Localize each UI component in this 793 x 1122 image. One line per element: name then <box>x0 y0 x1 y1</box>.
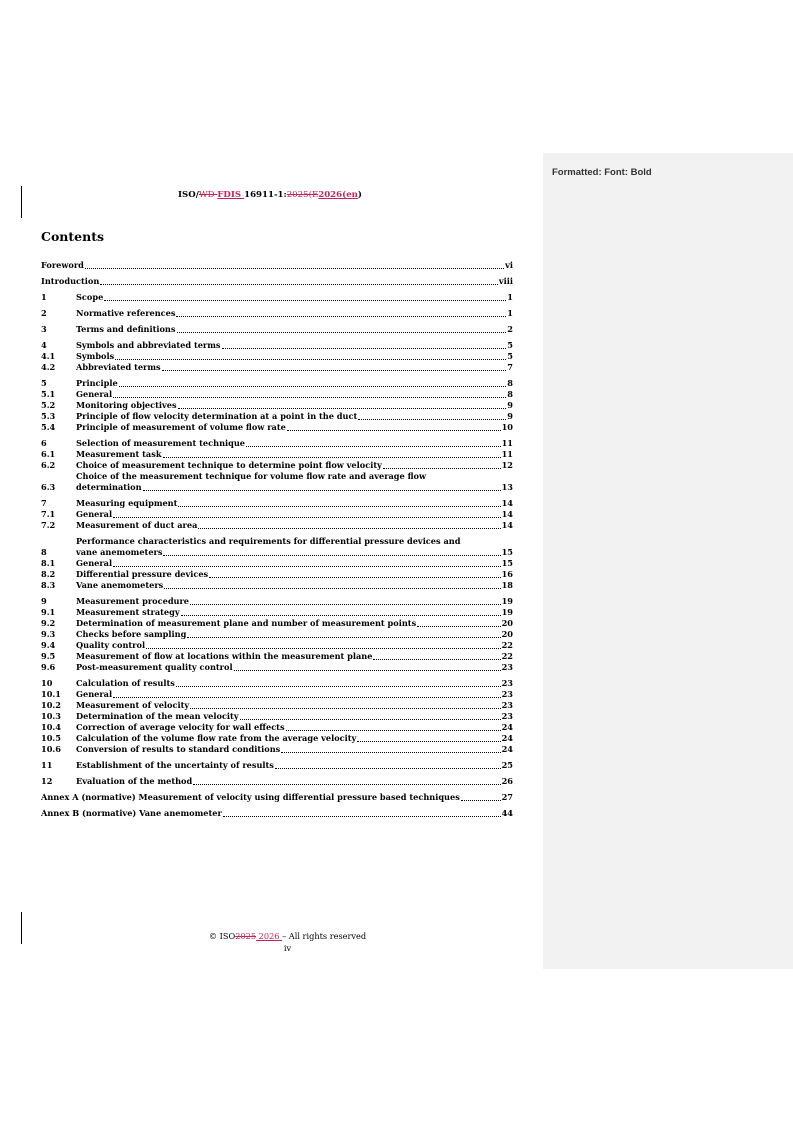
toc-entry-page: 1 <box>507 292 513 302</box>
toc-entry[interactable] <box>41 411 513 422</box>
toc-entry-page: 13 <box>501 482 513 492</box>
dot-leader <box>163 555 500 556</box>
toc-entry-page: 8 <box>507 389 513 399</box>
toc-entry-page: 23 <box>501 689 513 699</box>
toc-entry[interactable] <box>41 700 513 711</box>
header-deleted-stage: WD <box>198 190 218 200</box>
toc-entry-title-continued: vane anemometers <box>76 547 163 557</box>
toc-entry-title: Annex B (normative) Vane anemometer <box>41 808 222 818</box>
toc-entry-title: Foreword <box>41 260 84 270</box>
toc-entry-page: 15 <box>501 558 513 568</box>
toc-entry-page: 23 <box>501 678 513 688</box>
dot-leader <box>373 659 500 660</box>
toc-entry[interactable] <box>41 558 513 569</box>
toc-entry-number: 8.3 <box>41 580 56 590</box>
toc-entry-page: 5 <box>507 351 513 361</box>
toc-entry-page: 5 <box>507 340 513 350</box>
toc-entry-page: 14 <box>501 509 513 519</box>
toc-entry-title: Principle of flow velocity determination at a point in the duct <box>76 411 358 421</box>
toc-entry-title: Conversion of results to standard conditions <box>76 744 281 754</box>
toc-entry-number: 10.3 <box>41 711 61 721</box>
dot-leader <box>190 708 500 709</box>
dot-leader <box>223 816 501 817</box>
toc-entry-title: Calculation of results <box>76 678 175 688</box>
dot-leader <box>358 419 506 420</box>
dot-leader <box>246 446 501 447</box>
toc-entry-page: 16 <box>501 569 513 579</box>
dot-leader <box>113 566 501 567</box>
toc-entry[interactable] <box>41 351 513 362</box>
toc-entry[interactable] <box>41 640 513 651</box>
page-number: iv <box>283 943 292 953</box>
toc-entry[interactable] <box>41 362 513 373</box>
dot-leader <box>176 686 501 687</box>
header-deleted-year: 2025(E <box>286 190 319 200</box>
toc-entry-number: 5.3 <box>41 411 56 421</box>
footer-prefix: © ISO <box>208 931 236 941</box>
toc-entry-title: Measurement of velocity <box>76 700 190 710</box>
toc-entry[interactable] <box>41 292 513 303</box>
toc-entry-page: 25 <box>501 760 513 770</box>
footer-suffix: – All rights reserved <box>282 931 367 941</box>
toc-entry-number: 6.2 <box>41 460 56 470</box>
toc-entry-number: 2 <box>41 308 47 318</box>
toc-entry-page: 11 <box>501 449 513 459</box>
toc-entry[interactable] <box>41 808 513 819</box>
header-inserted-stage: FDIS <box>217 190 245 200</box>
toc-entry-title: General <box>76 509 113 519</box>
toc-entry-number: 10.4 <box>41 722 61 732</box>
toc-entry-number: 10 <box>41 678 53 688</box>
contents-title: Contents <box>41 229 105 244</box>
toc-entry-number: 4.1 <box>41 351 56 361</box>
comment-label: Formatted: Font: Bold <box>552 167 652 178</box>
dot-leader <box>287 430 501 431</box>
toc-entry-page: 12 <box>501 460 513 470</box>
toc-entry-title: Differential pressure devices <box>76 569 209 579</box>
toc-entry-title: Principle of measurement of volume flow rate <box>76 422 286 432</box>
toc-entry-number: 6 <box>41 438 47 448</box>
toc-entry-title: Post-measurement quality control <box>76 662 233 672</box>
toc-entry-title: Choice of the measurement technique for volume flow rate and average flow <box>76 471 427 481</box>
dot-leader <box>143 490 501 491</box>
toc-entry[interactable] <box>41 651 513 662</box>
toc-entry-title: Measurement of flow at locations within the measurement plane <box>76 651 373 661</box>
toc-entry-page: 9 <box>507 411 513 421</box>
dot-leader <box>113 517 501 518</box>
toc-entry[interactable] <box>41 607 513 618</box>
comment-pane <box>543 153 793 969</box>
toc-entry-page: 14 <box>501 520 513 530</box>
toc-entry-page: 9 <box>507 400 513 410</box>
toc-entry[interactable] <box>41 792 513 803</box>
dot-leader <box>193 784 500 785</box>
toc-entry-title: Scope <box>76 292 104 302</box>
toc-entry[interactable] <box>41 498 513 509</box>
toc-entry-title: Choice of measurement technique to determine point flow velocity <box>76 460 382 470</box>
toc-entry-title: Symbols and abbreviated terms <box>76 340 221 350</box>
toc-entry-page: 23 <box>501 700 513 710</box>
dot-leader <box>113 697 501 698</box>
toc-entry-number: 5.4 <box>41 422 56 432</box>
toc-entry-page: 26 <box>501 776 513 786</box>
toc-entry-wrapped <box>76 536 513 558</box>
toc-entry-number: 10.1 <box>41 689 61 699</box>
toc-entry-number: 1 <box>41 292 47 302</box>
toc-entry-page: 10 <box>501 422 513 432</box>
header-inserted-year: 2026(en <box>318 190 358 200</box>
toc-entry-title: Correction of average velocity for wall effects <box>76 722 285 732</box>
toc-entry[interactable] <box>41 308 513 319</box>
toc-entry[interactable] <box>41 596 513 607</box>
toc-entry-title: Performance characteristics and requirements for differential pressure devices and <box>76 536 461 546</box>
toc-entry-page: 1 <box>507 308 513 318</box>
toc-entry-page: 7 <box>507 362 513 372</box>
toc-entry-page: 19 <box>501 596 513 606</box>
toc-entry-title: Measurement strategy <box>76 607 180 617</box>
toc-entry-number: 10.6 <box>41 744 61 754</box>
toc-entry-number: 8.2 <box>41 569 56 579</box>
dot-leader <box>176 316 506 317</box>
toc-entry[interactable] <box>41 276 513 287</box>
toc-entry-page: 11 <box>501 438 513 448</box>
toc-entry[interactable] <box>41 722 513 733</box>
toc-entry-title: Monitoring objectives <box>76 400 177 410</box>
dot-leader <box>281 752 500 753</box>
toc-entry-number: 9.4 <box>41 640 56 650</box>
toc-entry-page: 22 <box>501 651 513 661</box>
toc-entry-page: 8 <box>507 378 513 388</box>
toc-entry-title: Measuring equipment <box>76 498 178 508</box>
dot-leader <box>146 648 501 649</box>
toc-entry-page: vi <box>505 260 513 270</box>
toc-entry-title: Normative references <box>76 308 176 318</box>
dot-leader <box>461 800 501 801</box>
toc-entry[interactable] <box>41 438 513 449</box>
dot-leader <box>286 730 501 731</box>
toc-entry-page: 18 <box>501 580 513 590</box>
toc-entry-title: Establishment of the uncertainty of results <box>76 760 274 770</box>
toc-entry[interactable] <box>41 629 513 640</box>
toc-entry-number: 8.1 <box>41 558 56 568</box>
toc-entry[interactable] <box>41 340 513 351</box>
dot-leader <box>198 528 500 529</box>
toc-entry-number: 3 <box>41 324 47 334</box>
toc-entry-title: Measurement task <box>76 449 162 459</box>
toc-entry-page: 22 <box>501 640 513 650</box>
toc-entry-title: Introduction <box>41 276 100 286</box>
dot-leader <box>190 604 501 605</box>
toc-entry[interactable] <box>41 744 513 755</box>
toc-entry-number: 9.3 <box>41 629 56 639</box>
toc-entry[interactable] <box>41 400 513 411</box>
toc-entry[interactable] <box>41 711 513 722</box>
table-of-contents <box>41 260 513 819</box>
toc-entry[interactable] <box>41 260 513 271</box>
document-header <box>0 190 540 200</box>
toc-entry-page: 20 <box>501 629 513 639</box>
toc-entry-wrapped <box>76 471 513 493</box>
dot-leader <box>100 284 498 285</box>
header-number: 16911-1: <box>244 190 287 200</box>
dot-leader <box>85 268 504 269</box>
toc-entry-title: Terms and definitions <box>76 324 176 334</box>
toc-entry[interactable] <box>41 580 513 591</box>
dot-leader <box>163 457 501 458</box>
toc-entry-number: 9 <box>41 596 47 606</box>
toc-entry-number: 7.1 <box>41 509 56 519</box>
toc-entry[interactable] <box>41 460 513 471</box>
toc-entry[interactable] <box>41 422 513 433</box>
toc-entry-number: 6.1 <box>41 449 56 459</box>
toc-entry[interactable] <box>41 389 513 400</box>
toc-entry-number: 9.2 <box>41 618 56 628</box>
dot-leader <box>187 637 500 638</box>
toc-entry-number: 7.2 <box>41 520 56 530</box>
toc-entry-title: Checks before sampling <box>76 629 187 639</box>
toc-entry-number: 9.5 <box>41 651 56 661</box>
dot-leader <box>240 719 501 720</box>
toc-entry[interactable] <box>41 536 513 558</box>
dot-leader <box>104 300 506 301</box>
dot-leader <box>209 577 500 578</box>
toc-entry[interactable] <box>41 776 513 787</box>
toc-entry[interactable] <box>41 618 513 629</box>
toc-entry-number: 5.1 <box>41 389 56 399</box>
dot-leader <box>417 626 500 627</box>
dot-leader <box>162 370 507 371</box>
toc-entry[interactable] <box>41 378 513 389</box>
toc-entry-number: 5.2 <box>41 400 56 410</box>
toc-entry[interactable] <box>41 324 513 335</box>
toc-entry-page: 24 <box>501 733 513 743</box>
toc-entry-title: Annex A (normative) Measurement of velocity using differential pressure based techniques <box>41 792 460 802</box>
toc-entry-title: Abbreviated terms <box>76 362 161 372</box>
dot-leader <box>357 741 500 742</box>
toc-entry-title: Determination of the mean velocity <box>76 711 239 721</box>
toc-entry-title: General <box>76 558 113 568</box>
dot-leader <box>178 408 507 409</box>
toc-entry-number: 12 <box>41 776 53 786</box>
toc-entry-page: viii <box>498 276 513 286</box>
toc-entry-title: Measurement of duct area <box>76 520 198 530</box>
toc-entry-number: 10.5 <box>41 733 61 743</box>
dot-leader <box>119 386 507 387</box>
toc-entry-title: Determination of measurement plane and number of measurement points <box>76 618 417 628</box>
header-prefix: ISO/ <box>177 190 199 200</box>
toc-entry-number: 9.6 <box>41 662 56 672</box>
toc-entry-page: 19 <box>501 607 513 617</box>
toc-entry[interactable] <box>41 760 513 771</box>
footer-deleted-year: 2025 <box>235 931 257 941</box>
toc-entry-number: 4.2 <box>41 362 56 372</box>
toc-entry-title: General <box>76 689 113 699</box>
toc-entry-title: Principle <box>76 378 118 388</box>
toc-entry-number: 6.3 <box>41 482 56 492</box>
toc-entry[interactable] <box>41 662 513 673</box>
page-footer <box>0 931 575 953</box>
toc-entry[interactable] <box>41 569 513 580</box>
dot-leader <box>115 359 506 360</box>
toc-entry-number: 10.2 <box>41 700 61 710</box>
toc-entry-page: 15 <box>501 547 513 557</box>
toc-entry-title: Vane anemometers <box>76 580 164 590</box>
toc-entry-page: 27 <box>501 792 513 802</box>
toc-entry[interactable] <box>41 520 513 531</box>
toc-entry[interactable] <box>41 471 513 493</box>
dot-leader <box>234 670 501 671</box>
dot-leader <box>181 615 501 616</box>
dot-leader <box>383 468 501 469</box>
toc-entry-page: 20 <box>501 618 513 628</box>
toc-entry-number: 7 <box>41 498 47 508</box>
toc-entry-title: Selection of measurement technique <box>76 438 246 448</box>
dot-leader <box>178 506 500 507</box>
toc-entry-title: Measurement procedure <box>76 596 190 606</box>
toc-entry-title: Evaluation of the method <box>76 776 193 786</box>
dot-leader <box>275 768 501 769</box>
toc-entry[interactable] <box>41 449 513 460</box>
toc-entry-page: 24 <box>501 722 513 732</box>
toc-entry-number: 4 <box>41 340 47 350</box>
toc-entry-page: 2 <box>507 324 513 334</box>
toc-entry-title: Quality control <box>76 640 146 650</box>
toc-entry-number: 5 <box>41 378 47 388</box>
toc-entry-number: 9.1 <box>41 607 56 617</box>
toc-entry-number: 8 <box>41 547 47 557</box>
toc-entry-title: General <box>76 389 113 399</box>
toc-entry-title: Symbols <box>76 351 115 361</box>
footer-inserted-year: 2026 <box>256 931 283 941</box>
toc-entry[interactable] <box>41 689 513 700</box>
dot-leader <box>222 348 507 349</box>
dot-leader <box>164 588 500 589</box>
header-suffix: ) <box>357 190 362 200</box>
toc-entry-page: 24 <box>501 744 513 754</box>
dot-leader <box>113 397 506 398</box>
dot-leader <box>177 332 507 333</box>
toc-entry[interactable] <box>41 678 513 689</box>
toc-entry-page: 44 <box>501 808 513 818</box>
toc-entry-page: 23 <box>501 711 513 721</box>
toc-entry[interactable] <box>41 733 513 744</box>
toc-entry-page: 14 <box>501 498 513 508</box>
toc-entry-title-continued: determination <box>76 482 142 492</box>
toc-entry-number: 11 <box>41 760 53 770</box>
toc-entry-page: 23 <box>501 662 513 672</box>
toc-entry[interactable] <box>41 509 513 520</box>
toc-entry-title: Calculation of the volume flow rate from the average velocity <box>76 733 357 743</box>
